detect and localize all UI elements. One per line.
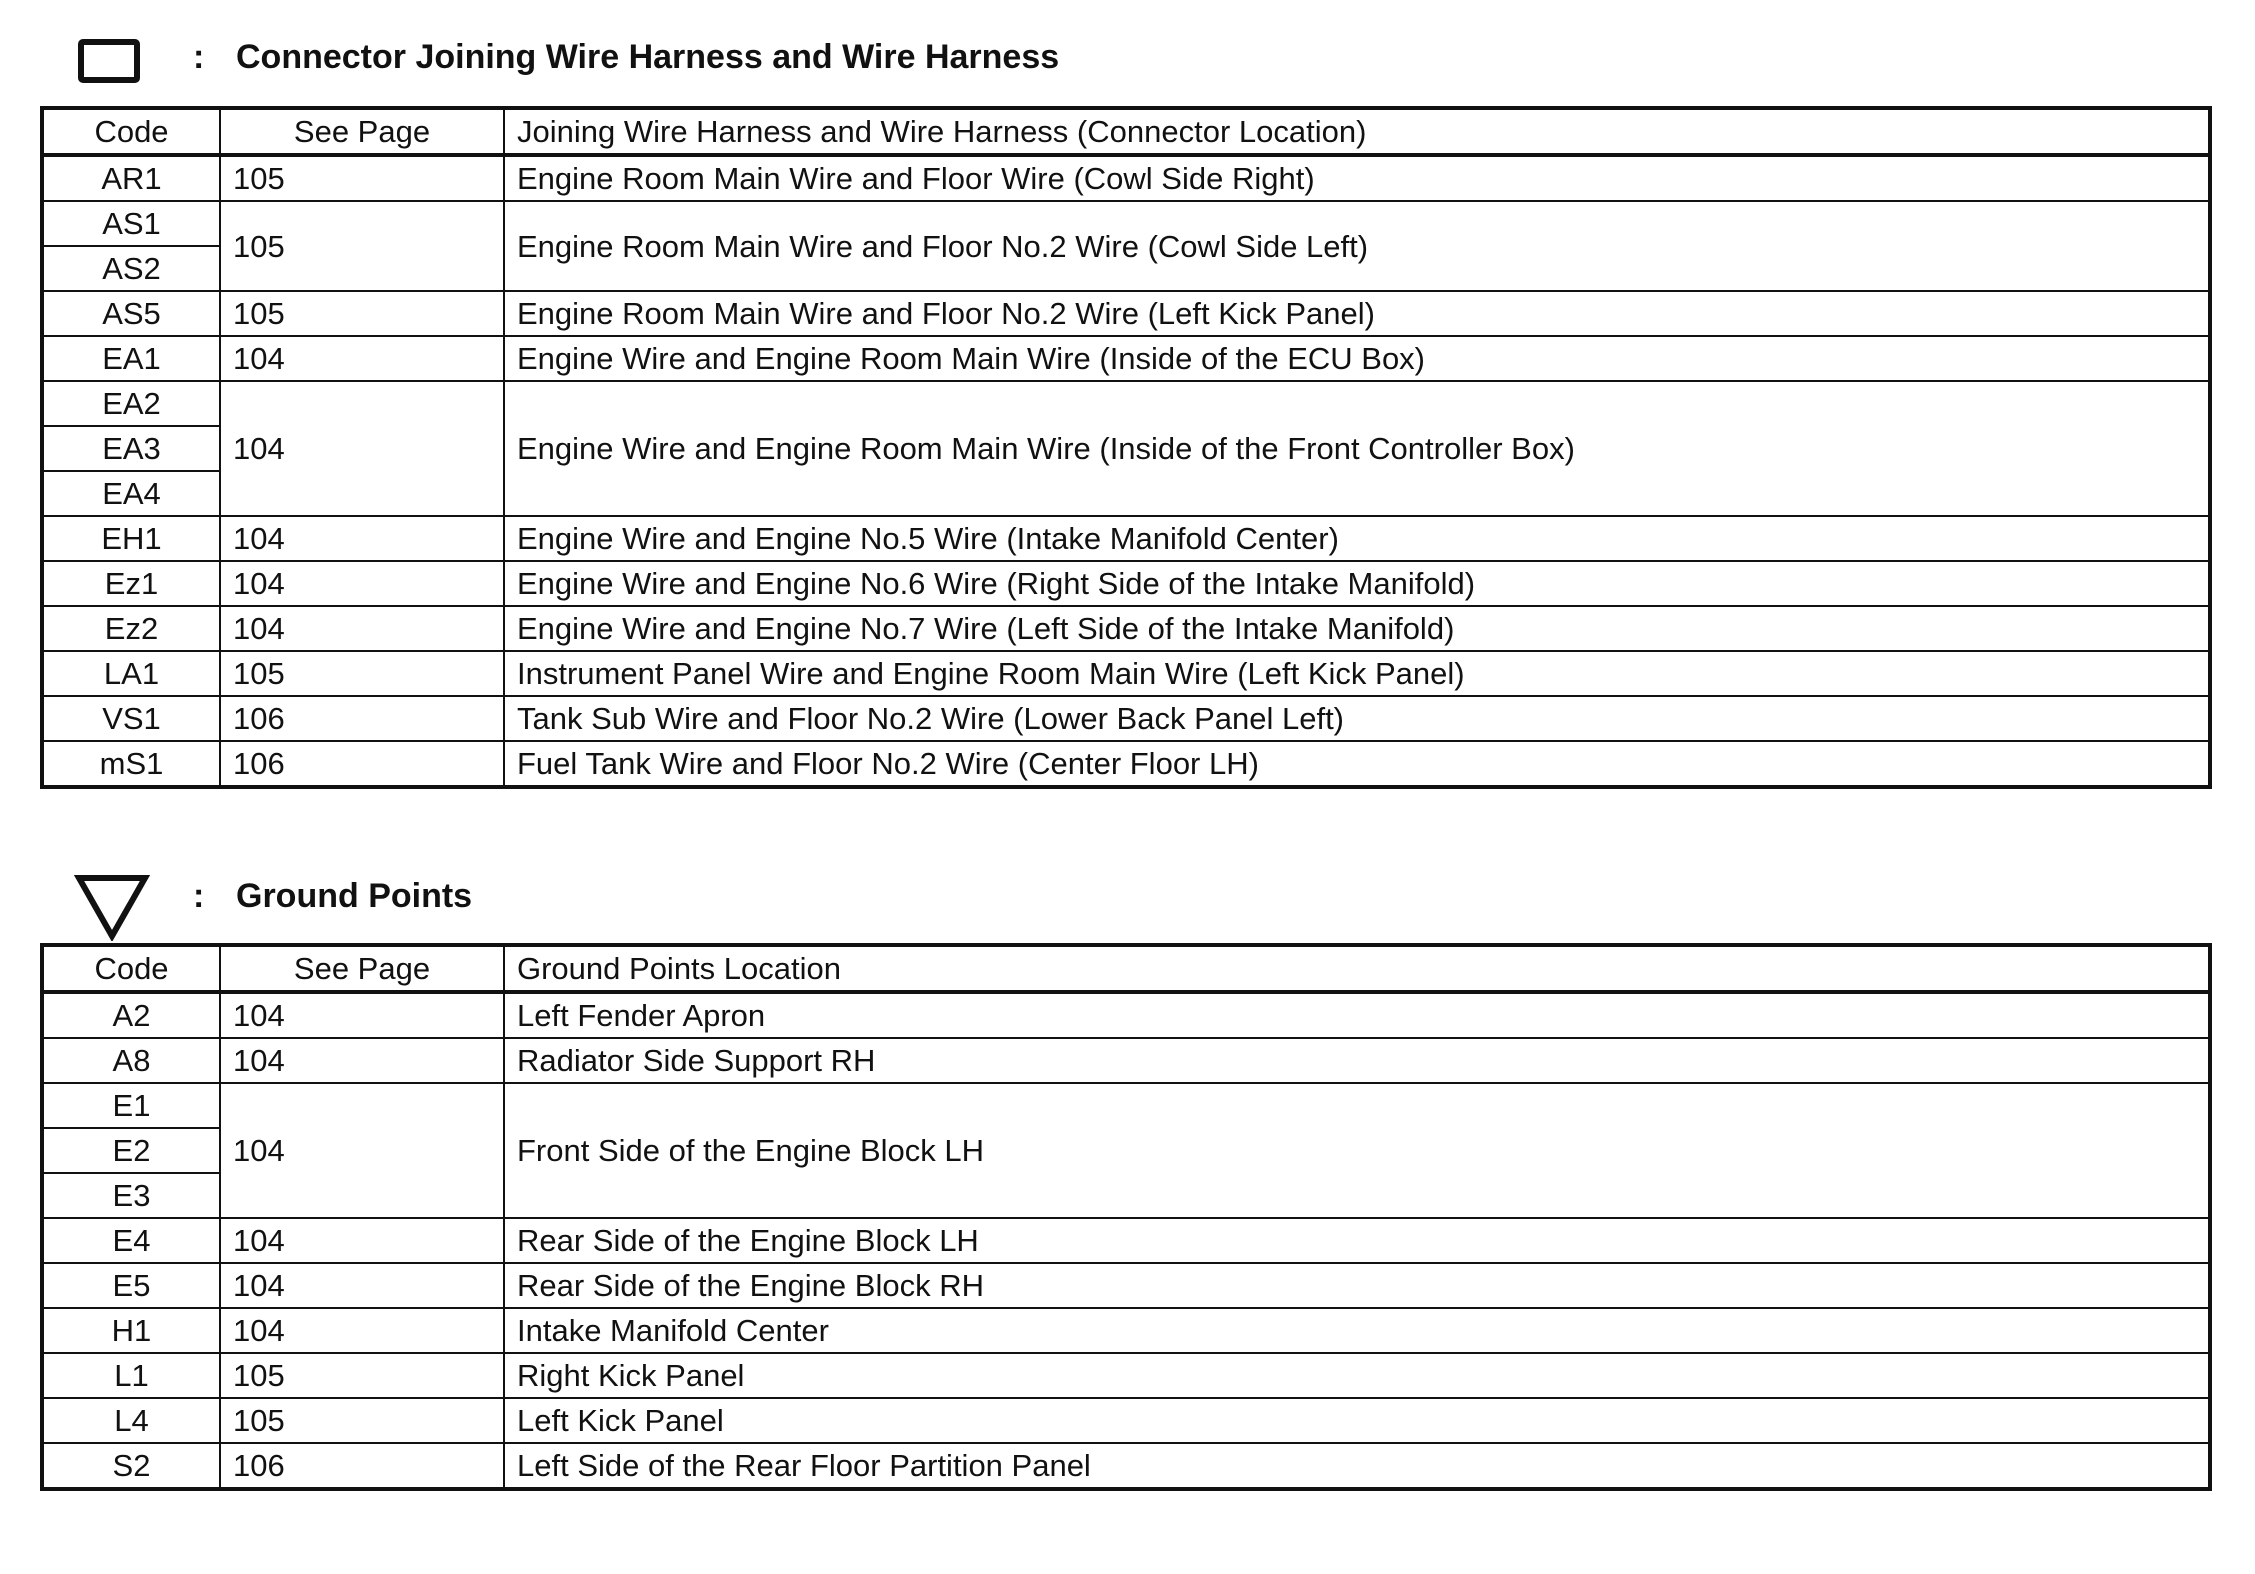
code-cell: AS1 [42,201,220,246]
code-cell: S2 [42,1443,220,1489]
code-cell: AS2 [42,246,220,291]
location-cell: Fuel Tank Wire and Floor No.2 Wire (Center Floor LH) [504,741,2210,787]
location-cell: Engine Room Main Wire and Floor Wire (Cowl Side Right) [504,155,2210,201]
ground-heading-colon: : [193,877,205,915]
code-cell: EA4 [42,471,220,516]
connector-table [40,106,2212,789]
see-page-cell: 104 [220,381,504,516]
connector-section [40,36,2212,789]
location-cell: Engine Room Main Wire and Floor No.2 Wire (Cowl Side Left) [504,201,2210,291]
table-row [42,1308,2210,1353]
ground-section-heading [40,873,2212,943]
see-page-cell: 104 [220,1038,504,1083]
ground-table-header-row [42,945,2210,992]
see-page-cell: 106 [220,696,504,741]
see-page-cell: 106 [220,741,504,787]
table-row [42,1083,2210,1128]
location-cell: Radiator Side Support RH [504,1038,2210,1083]
connector-section-heading [40,36,2212,106]
see-page-cell: 104 [220,1308,504,1353]
table-row [42,1038,2210,1083]
code-cell: EA1 [42,336,220,381]
code-cell: VS1 [42,696,220,741]
see-page-cell: 104 [220,992,504,1038]
table-row [42,336,2210,381]
location-cell: Left Kick Panel [504,1398,2210,1443]
inverted-triangle-icon [74,873,150,941]
table-row [42,741,2210,787]
code-cell: E4 [42,1218,220,1263]
code-cell: Ez1 [42,561,220,606]
table-row [42,992,2210,1038]
connector-header-location: Joining Wire Harness and Wire Harness (Connector Location) [504,108,2210,155]
code-cell: E2 [42,1128,220,1173]
ground-header-code: Code [42,945,220,992]
code-cell: AS5 [42,291,220,336]
connector-section-title: Connector Joining Wire Harness and Wire Harness [236,38,1060,76]
table-row [42,606,2210,651]
code-cell: EA2 [42,381,220,426]
see-page-cell: 104 [220,1263,504,1308]
see-page-cell: 104 [220,561,504,606]
code-cell: E1 [42,1083,220,1128]
table-row [42,1263,2210,1308]
location-cell: Left Side of the Rear Floor Partition Panel [504,1443,2210,1489]
location-cell: Left Fender Apron [504,992,2210,1038]
code-cell: A8 [42,1038,220,1083]
see-page-cell: 105 [220,1353,504,1398]
location-cell: Engine Wire and Engine No.6 Wire (Right Side of the Intake Manifold) [504,561,2210,606]
ground-header-location: Ground Points Location [504,945,2210,992]
ground-table [40,943,2212,1491]
location-cell: Tank Sub Wire and Floor No.2 Wire (Lower Back Panel Left) [504,696,2210,741]
table-row [42,381,2210,426]
location-cell: Right Kick Panel [504,1353,2210,1398]
see-page-cell: 104 [220,336,504,381]
code-cell: AR1 [42,155,220,201]
location-cell: Engine Wire and Engine Room Main Wire (Inside of the Front Controller Box) [504,381,2210,516]
see-page-cell: 105 [220,201,504,291]
ground-table-body [42,945,2210,1489]
connector-heading-colon: : [193,38,205,76]
location-cell: Instrument Panel Wire and Engine Room Main Wire (Left Kick Panel) [504,651,2210,696]
see-page-cell: 104 [220,1218,504,1263]
location-cell: Front Side of the Engine Block LH [504,1083,2210,1218]
see-page-cell: 104 [220,606,504,651]
code-cell: EH1 [42,516,220,561]
code-cell: A2 [42,992,220,1038]
code-cell: LA1 [42,651,220,696]
table-row [42,291,2210,336]
location-cell: Intake Manifold Center [504,1308,2210,1353]
location-cell: Engine Wire and Engine No.7 Wire (Left Side of the Intake Manifold) [504,606,2210,651]
code-cell: H1 [42,1308,220,1353]
table-row [42,561,2210,606]
table-row [42,1353,2210,1398]
location-cell: Engine Wire and Engine Room Main Wire (Inside of the ECU Box) [504,336,2210,381]
code-cell: E3 [42,1173,220,1218]
location-cell: Rear Side of the Engine Block RH [504,1263,2210,1308]
code-cell: L1 [42,1353,220,1398]
table-row [42,696,2210,741]
location-cell: Engine Wire and Engine No.5 Wire (Intake Manifold Center) [504,516,2210,561]
connector-table-body [42,108,2210,787]
ground-section [40,873,2212,1491]
table-row [42,1398,2210,1443]
table-row [42,1218,2210,1263]
see-page-cell: 105 [220,651,504,696]
location-cell: Engine Room Main Wire and Floor No.2 Wire (Left Kick Panel) [504,291,2210,336]
table-row [42,516,2210,561]
see-page-cell: 105 [220,155,504,201]
code-cell: L4 [42,1398,220,1443]
code-cell: EA3 [42,426,220,471]
see-page-cell: 104 [220,1083,504,1218]
code-cell: Ez2 [42,606,220,651]
connector-table-header-row [42,108,2210,155]
rectangle-box-icon [78,39,140,83]
table-row [42,1443,2210,1489]
ground-section-title: Ground Points [236,877,473,915]
connector-header-page: See Page [220,108,504,155]
code-cell: E5 [42,1263,220,1308]
see-page-cell: 106 [220,1443,504,1489]
see-page-cell: 104 [220,516,504,561]
see-page-cell: 105 [220,1398,504,1443]
see-page-cell: 105 [220,291,504,336]
table-row [42,201,2210,246]
table-row [42,155,2210,201]
location-cell: Rear Side of the Engine Block LH [504,1218,2210,1263]
table-row [42,651,2210,696]
connector-header-code: Code [42,108,220,155]
code-cell: mS1 [42,741,220,787]
ground-header-page: See Page [220,945,504,992]
